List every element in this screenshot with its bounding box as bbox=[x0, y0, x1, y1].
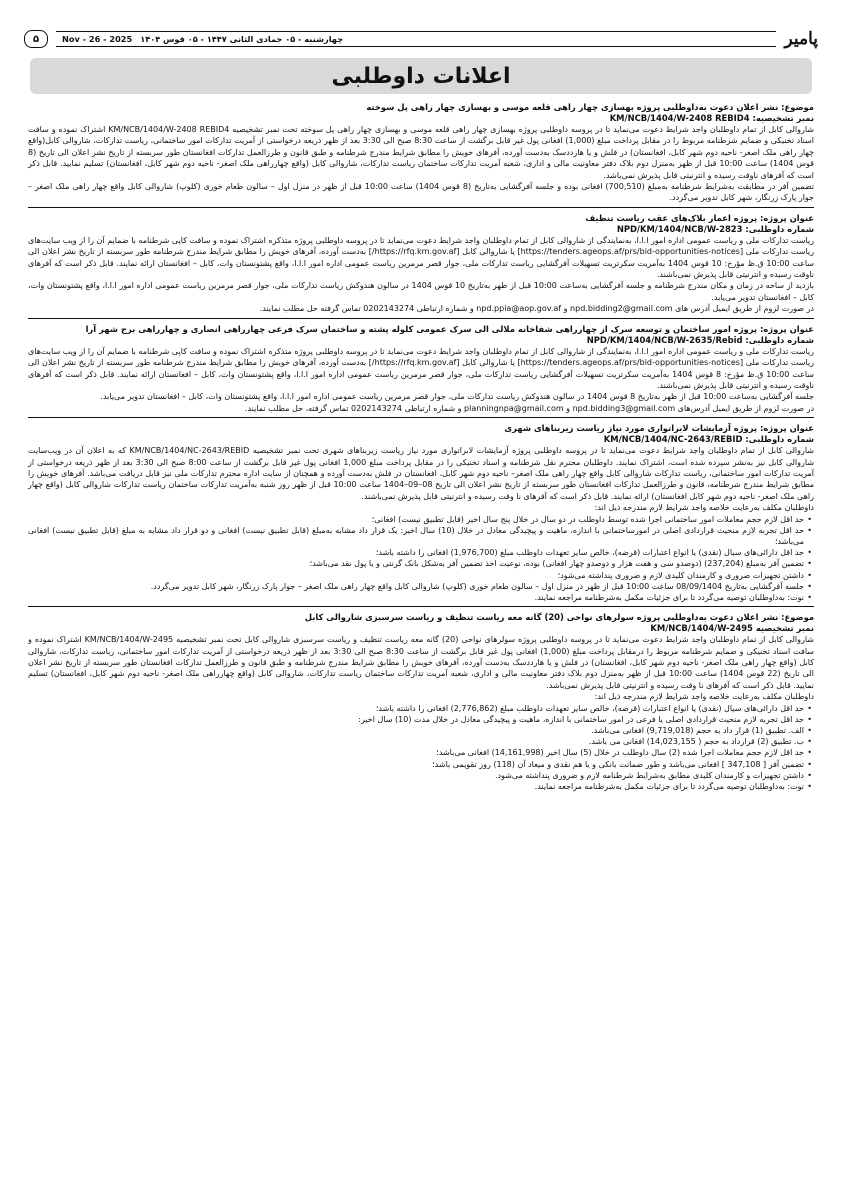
announcement-code-line bbox=[28, 224, 814, 235]
list-item: • حد اقل تجربه لازم منحیث قراردادی اصلی در امورساختمانی با اندازه، ماهیت و پیچیدگی معادل در خلال (10) سال اخیر: یک قرار داد مشابه به‌مبلغ (قابل تطبیق نیست) افغانی و دو قرار داد مشابه به مبلغ (قابل تطبیق نیست) افغانی می‌باشد؛ bbox=[28, 525, 804, 547]
code-value: NPD/KM/1404/NCB/W-2823 bbox=[616, 223, 743, 234]
list-item: • حد اقل لازم حجم معاملات اجرا شده (2) سال داوطلب در خلال (5) سال اخیر (14,161,998) افغانی می‌باشد؛ bbox=[28, 747, 804, 758]
list-item: • الف. تطبیق (1) قرار داد به حجم (9,719,018) افغانی می‌باشد. bbox=[28, 725, 804, 736]
code-label: نمبر تشخیصیه bbox=[755, 623, 814, 634]
announcement-title: عنوان پروژه: پروژه اعمار بلاک‌های عقب ریاست تنظیف bbox=[585, 212, 814, 223]
list-item: • نوت: به‌داوطلبان توصیه می‌گردد تا برای جزئیات مکمل به‌شرطنامه مراجعه نمایند. bbox=[28, 592, 804, 603]
announcement-title: عنوان پروژه: پروژه آزمایشات لابراتواری مورد نیاز ریاست زیربناهای شهری bbox=[504, 423, 814, 434]
announcement-section bbox=[28, 100, 814, 208]
announcement-paragraph: داوطلبان مکلف به‌رعایت خلاصه واجد شرایط لازم مندرجه ذیل اند: bbox=[594, 692, 814, 702]
announcement-title: موضوع: نشر اعلان دعوت به‌داوطلبی پروژه بهسازی چهار راهی قلعه موسی و بهسازی چهار راهی پل سوخته bbox=[366, 102, 814, 112]
code-label: شماره داوطلبی: bbox=[745, 334, 814, 345]
code-value: KM/NCB/1404/NC-2643/REBID bbox=[603, 434, 743, 445]
list-item: • تضمین آفر به‌مبلغ (237,204) (دوصدو سی و هفت هزار و دوصدو چهار افغانی) بوده، نوعیت اخذ تضمین آفر به‌شکل بانک گرنتی و یا پول نقد می‌باشد؛ bbox=[28, 558, 804, 569]
announcement-section bbox=[28, 211, 814, 319]
newspaper-logo: پامیر bbox=[784, 29, 818, 49]
announcements-content bbox=[28, 100, 814, 798]
date-gregorian: Nov - 26 - 2025 bbox=[62, 34, 133, 44]
announcement-section bbox=[28, 421, 814, 607]
banner-title: اعلانات داوطلبی bbox=[331, 63, 511, 89]
announcement-title: موضوع: نشر اعلان دعوت به‌داوطلبی پروژه سولرهای نواحی (20) گانه معه ریاست تنظیف و ریاست سرسبزی شاروالی کابل bbox=[304, 612, 814, 623]
list-item: • جلسه آفرگشایی به‌تاریخ 08/09/1404 ساعت 10:00 قبل از ظهر در منزل اول – سالون طعام خوری (کلوپ) شاروالی کابل واقع چهار راهی ملک اصغر – جوار پارک زرنگار، شهر کابل تدویر می‌گردد. bbox=[28, 581, 804, 592]
requirements-list bbox=[28, 703, 814, 793]
code-value: KM/NCB/1404/W-2495 bbox=[650, 623, 753, 634]
date-bar bbox=[56, 31, 776, 47]
code-label: نمبر تشخیصیه: bbox=[752, 113, 814, 123]
list-item: • داشتن تجهیزات و کارمندان کلیدی مطابق به‌شرایط شرطنامه لازم و ضروری پنداشته می‌شود. bbox=[28, 770, 804, 781]
list-item: • نوت: به‌داوطلبان توصیه می‌گردد تا برای جزئیات مکمل به‌شرطنامه مراجعه نمایند. bbox=[28, 781, 804, 792]
list-item: • حد اقل دارائی‌های سیال (نقدی) یا انواع اعتبارات (قرضه)، خالص سایر تعهدات داوطلب مبلغ (2,776,862) افغانی را داشته باشد؛ bbox=[28, 703, 804, 714]
announcement-code-line bbox=[28, 434, 814, 445]
announcement-paragraph: شاروالی کابل از تمام داوطلبان واجد شرایط دعوت می‌نماید تا در پروسه داوطلبی پروژه آزمایشات لابراتواری مورد نیاز ریاست زیربناهای شهری تحت نمبر تشخیصیه KM/NCB/1404/NC-2643/REBID که به اعلان آن در ویب‌سایت شاروالی کابل نیز به‌نشر سپرده شده است، اشتراک نمایند. داوطلبان محترم نقل شرطنامه و اسناد تخنیکی را در مقابل پرداخت مبلغ 1,000 افغانی پول غیر قابل برگشت از ساعت 8:00 صبح الی 3:30 بعد از ظهر ذریعه درخواستی از آمریت تدارکات امور ساختمانی، ریاست تدارکات شاروالی کابل واقع چهار راهی ملک اصغر– ناحیه دوم شهر کابل، افغانستان در فلش به‌دست آورده و همچنان از سایت اداره محترم تدارکات ملی نیز قابل دریافت می‌باشد. آفرهای خویش را مطابق شرایط مندرج شرطنامه، قانون و طرزالعمل تدارکات افغانستان طور سربسته از تاریخ نشر اعلان الی تاریخ 08–09–1404 ساعت 10:00 قبل از ظهر روز شنبه به‌آمریت تدارکات ساختمان ریاست تدارکات شاروالی کابل (واقع چهار راهی ملک اصغر- ناحیه دوم شهر کابل افغانستان) ارائه نمایند. قابل ذکر است که آفرهای نا وقت رسیده و انترنیتی قابل پذیرش نمی‌باشند. bbox=[28, 446, 815, 501]
announcement-section bbox=[28, 610, 814, 795]
announcement-section bbox=[28, 322, 814, 418]
list-item: • حد اقل لازم حجم معاملات امور ساختمانی اجرا شده توسط داوطلب در دو سال در خلال پنج سال اخیر (قابل تطبیق نیست) افغانی؛ bbox=[28, 514, 804, 525]
list-item: • حد اقل تجربه لازم منحیث قراردادی اصلی یا فرعی در امور ساختمانی با اندازه، ماهیت و پیچیدگی معادل در خلال مدت (10) سال اخیر: bbox=[28, 714, 804, 725]
announcement-paragraph: ریاست تدارکات ملی و ریاست عمومی اداره امور ا.ا.ا، به‌نمایندگی از شاروالی کابل از تمام داوطلبان واجد شرایط دعوت می‌نماید تا در پروسه داوطلبی پروژه متذکره اشتراک نموده و سافت کاپی شرطنامه با ضمایم آن را از ویب سایت‌های ریاست تدارکات ملی [https://tenders.ageops.af/prs/bid-opportunities-notices] یا شاروالی کابل [https://rfq.km.gov.af/] به‌دست آورده، آفرهای خویش را مطابق شرایط مندرج شرطنامه طور سربسته از تاریخ نشر اعلان الی ساعت 10:00 ق.ظ مؤرخ: 10 قوس 1404 به‌آمریت سکرتریت تسهیلات آفرگشایی ریاست تدارکات ملی، جوار قصر مرمرین ریاست عمومی اداره امور ا.ا.ا، واقع پشتونستان وات، کابل – افغانستان ارائه نمایند. قابل ذکر است که آفرهای ناوقت رسیده و انترنیتی قابل پذیرش نمی‌باشند. bbox=[28, 235, 815, 280]
list-item: • داشتن تجهیزات ضروری و کارمندان کلیدی لازم و ضروری پنداشته می‌شود؛ bbox=[28, 570, 804, 581]
announcement-paragraph: جلسه آفرگشایی به‌ساعت 10:00 قبل از ظهر به‌تاریخ 8 قوس 1404 در سالون هندوکش ریاست تدارکات ملی، جوار قصر مرمرین ریاست عمومی اداره امور ا.ا.ا، واقع پشتونستان وات، کابل – افغانستان تدویر می‌یابد. bbox=[100, 392, 814, 402]
announcement-paragraph: شاروالی کابل از تمام داوطلبان واجد شرایط دعوت می‌نماید تا در پروسه داوطلبی پروژه سولرهای نواحی (20) گانه معه ریاست تنظیف و ریاست سرسبزی شاروالی کابل تحت نمبر تشخیصیه KM/NCB/1404/W-2495 اشتراک نموده و سافت اسناد تخنیکی و ضمایم شرطنامه مربوط را درمقابل پرداخت مبلغ (1,000) افغانی پول غیر قابل برگشت از ساعت 8:30 صبح الی 3:30 بعد از ظهر ذریعه درخواستی از آمریت تدارکات امور ساختمانی، ریاست تدارکات، شاروالی کابل (واقع چهار راهی ملک اصغر- ناحیه دوم شهر کابل، افغانستان) در فلش و یا هارددسک به‌دست آورده، آفرهای خویش را مطابق شرایط مندرج شرطنامه و طبق قانون و طرزالعمل تدارکات افغانستان طور سربسته از تاریخ نشر اعلان الی تاریخ (22 قوس 1404) ساعت 10:00 قبل از ظهر به‌منزل دوم بلاک دفتر معاونیت مالی و اداری، شعبه آمریت تدارکات ساختمان ریاست تدارکات، شاروالی کابل (واقع چهارراهی ملک اصغر- ناحیه دوم شهر کابل، افغانستان) تسلیم نمایید. قابل ذکر است که آفرهای نا وقت رسیده و انترنیتی قابل پذیرش نمی‌باشد. bbox=[28, 635, 815, 690]
announcement-paragraph: در صورت لزوم از طریق ایمیل آدرس‌های npd.bidding3@gmail.com و planningnpa@gmail.com و شماره ارتباطی 0202143274 تماس گرفته، حل مطلب نمایند. bbox=[244, 403, 814, 413]
date-persian: چهارشنبه - ۰۵ جمادی الثانی ۱۴۴۷ - ۰۵ قوس ۱۴۰۴ bbox=[140, 34, 344, 44]
list-item: • حد اقل دارائی‌های سیال (نقدی) یا انواع اعتبارات (قرضه)، خالص سایر تعهدات داوطلب مبلغ (1,976,700) افغانی را داشته باشد؛ bbox=[28, 547, 804, 558]
announcement-code-line bbox=[28, 113, 814, 124]
code-label: شماره داوطلبی: bbox=[745, 434, 814, 445]
code-value: NPD/KM/1404/NCB/W-2635/Rebid bbox=[586, 334, 743, 345]
announcement-code-line bbox=[28, 335, 814, 346]
announcement-paragraph: بازدید از ساحه در زمان و مکان مندرج شرطنامه و جلسه آفرگشایی به‌ساعت 10:00 قبل از ظهر به‌تاریخ 10 قوس 1404 در سالون هندوکش ریاست تدارکات ملی، جوار قصر مرمرین ریاست عمومی اداره امور ا.ا.ا، واقع پشتونستان وات، کابل – افغانستان تدویر می‌یابد. bbox=[28, 281, 814, 302]
announcement-paragraph: تضمین آفر در مطابقت به‌شرایط شرطنامه به‌مبلغ (700,510) افغانی بوده و جلسه آفرگشایی به‌تاریخ (8 قوس 1404) ساعت 10:00 قبل از ظهر در منزل اول – سالون طعام خوری (کلوپ) شاروالی کابل واقع چهار راهی ملک اصغر – جوار پارک زرنگار، شهر کابل تدویر می‌گردد. bbox=[28, 182, 814, 203]
announcement-paragraph: ریاست تدارکات ملی و ریاست عمومی اداره امور ا.ا.ا، به‌نمایندگی از شاروالی کابل از تمام داوطلبان واجد شرایط دعوت می‌نماید تا در پروسه داوطلبی پروژه متذکره اشتراک نموده و سافت کاپی شرطنامه با ضمایم آن را از ویب سایت‌های ریاست تدارکات ملی [https://tenders.ageops.af/prs/bid-opportunities-notices] یا شاروالی کابل [https://rfq.km.gov.af/] به‌دست آورده، آفرهای خویش را مطابق شرایط مندرج شرطنامه طور سربسته از تاریخ نشر اعلان الی ساعت 10:00 ق.ظ مؤرخ: 8 قوس 1404 به‌آمریت سکرتریت تسهیلات آفرگشایی ریاست تدارکات ملی، جوار قصر مرمرین ریاست عمومی اداره امور ا.ا.ا، واقع پشتونستان وات، کابل – افغانستان ارائه نمایند. قابل ذکر است که آفرهای ناوقت رسیده و انترنیتی قابل پذیرش نمی‌باشند. bbox=[28, 346, 815, 390]
announcement-paragraph: داوطلبان مکلف به‌رعایت خلاصه واجد شرایط لازم مندرجه ذیل اند: bbox=[594, 503, 814, 513]
requirements-list bbox=[28, 514, 814, 604]
list-item: • تضمین آفر [ 347,108 ] افغانی می‌باشد و طور ضمانت بانکی و یا هم نقدی و میعاد آن (118) روز تقویمی باشد؛ bbox=[28, 759, 804, 770]
announcement-title: عنوان پروژه: پروژه امور ساختمان و توسعه سرک از چهارراهی شفاخانه ملالی الی سرک عمومی کلوله پشته و ساختمان سرک فرعی چهارراهی انصاری و چهارراهی برج شهر آرا bbox=[85, 323, 814, 334]
code-label: شماره داوطلبی: bbox=[745, 223, 814, 234]
announcement-paragraph: در صورت لزوم از طریق ایمیل آدرس های npd.bidding2@gmail.com و npd.ppia@aop.gov.af و شماره ارتباطی 0202143274 تماس گرفته حل مطلب نمایند. bbox=[259, 304, 814, 314]
list-item: • ب. تطبیق (2) قرارداد به حجم ( 14,023,155) افغانی می باشد. bbox=[28, 736, 804, 747]
page-header bbox=[24, 28, 818, 50]
code-value: KM/NCB/1404/W-2408 REBID4 bbox=[609, 113, 750, 123]
announcement-code-line bbox=[28, 623, 814, 634]
announcement-paragraph: شاروالی کابل از تمام داوطلبان واجد شرایط دعوت می‌نماید تا در پروسه داوطلبی پروژه بهسازی چهار راهی قلعه موسی و بهسازی چهار راهی پل سوخته تحت نمبر تشخیصیه KM/NCB/1404/W-2408 REBID4 اشتراک نموده و سافت اسناد تخنیکی و ضمایم شرطنامه مربوط را در مقابل پرداخت مبلغ (1,000) افغانی پول غیر قابل برگشت از ساعت 8:30 صبح الی 3:30 بعد از ظهر ذریعه درخواستی از آمریت تدارکات امور ساختمانی، ریاست تدارکات، شاروالی کابل(واقع چهار راهی ملک اصغر- ناحیه دوم شهر کابل، افغانستان) در فلش و یا هارددسک به‌دست آورده، آفرهای خویش را مطابق شرایط مندرج شرطنامه و طبق قانون و طرزالعمل تدارکات افغانستان طور سربسته از تاریخ نشر اعلان الی تاریخ (8 قوس 1404) ساعت 10:00 قبل از ظهر به‌منزل دوم بلاک دفتر معاونیت مالی و اداری، شعبه آمریت تدارکات ساختمان ریاست تدارکات، شاروالی کابل (واقع چهارراهی ملک اصغر- ناحیه دوم شهر کابل، افغانستان) تسلیم نمایید. قابل ذکر است که آفرهای ناوقت رسیده و انترنیتی قابل پذیرش نمی‌باشد. bbox=[28, 125, 815, 180]
page-number: ۵ bbox=[24, 30, 48, 48]
section-banner bbox=[30, 58, 812, 94]
